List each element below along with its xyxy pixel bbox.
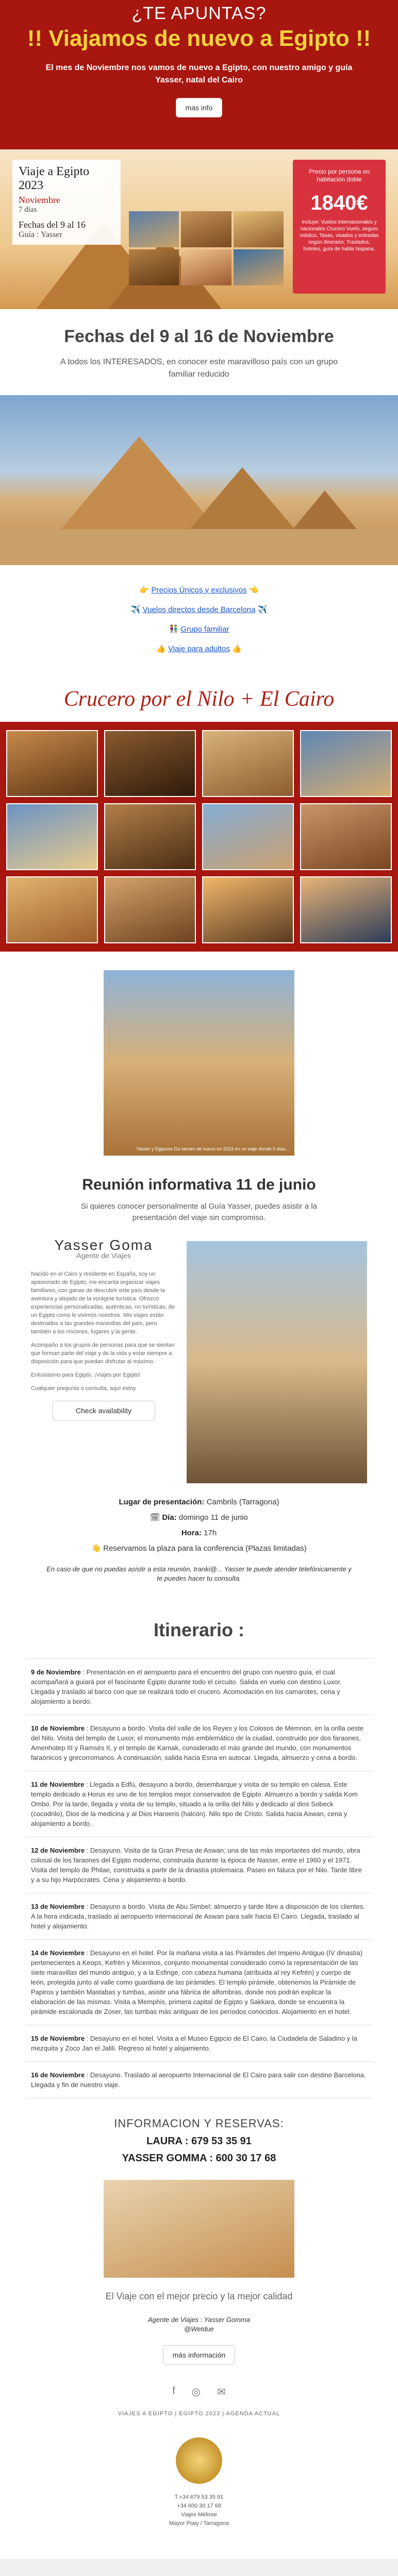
contact-phone[interactable]: YASSER GOMMA : 600 30 17 68	[122, 2153, 276, 2164]
hero-intro: El mes de Noviembre nos vamos de nuevo a Egipto, con nuestro amigo y guía Yasser, natal del Cairo	[45, 63, 353, 84]
promo-thumbnails	[129, 211, 284, 285]
brand-logo	[176, 2437, 222, 2484]
itinerary-day: 10 de Noviembre : Desayuno a bordo. Visita del valle de los Reyes y los Colosos de Memnon, en la orilla oeste del Nilo. Visita del templo de Luxor, el monumento más emblemático de la ciudad, construido por dos faraones, Amenhotep III y Ramsés II, y el templo de Karnak, considerado el más grande del mundo, con monumentos faraónicos y grecorromanos. A continuación, salida hacia Esna en autocar. Llegada, almuerzo y cena a bordo.	[26, 1715, 372, 1771]
feature-link-flights[interactable]: Vuelos directos desde Barcelona	[142, 605, 256, 614]
facebook-icon[interactable]: f	[172, 2385, 175, 2397]
travel-photo	[104, 2180, 294, 2278]
gallery-image	[104, 876, 196, 943]
social-icons	[0, 2385, 398, 2398]
dates-subtitle: A todos los INTERESADOS, en conocer este maravilloso país con un grupo familiar reducido	[60, 358, 338, 379]
gallery-image	[300, 876, 392, 943]
info-section	[0, 1156, 398, 1224]
footer-address: T.+34 679 53 35 91 +34 600 30 17 68 Viajes Mélisse Mayor Piaiy / Tarragona	[169, 2494, 229, 2527]
thumbnail-image	[129, 249, 179, 285]
feature-link-row: 👉 Precios Únicos y exclusivos 👈	[139, 586, 259, 595]
gallery-image	[104, 803, 196, 870]
contact-phone[interactable]: LAURA : 679 53 35 91	[146, 2136, 252, 2147]
promo-banner	[0, 149, 398, 309]
guide-bio-text: Nacido en el Cairo y residente en España, soy un apasionado de Egipto; me encanta organizar viajes familiares, con ganas de descubrir este país desde la aventura y alejado de la vorágine turística. Ofrezco experiencias personalizadas, auténticas, no turísticas, de un Egipto como lo vivimos nosotros. Mis viajes están destinados a las grandes maravillas del país, pero también a los rincones, lugares y la gente.	[31, 1271, 175, 1335]
dates-title: Fechas del 9 al 16 de Noviembre	[64, 327, 334, 346]
footer	[0, 2365, 398, 2559]
hero-section	[0, 0, 398, 149]
pyramids-photo	[0, 395, 398, 565]
guide-bio-text: Cualquier pregunta o consulta, aquí estoy	[31, 1385, 136, 1392]
gallery-image	[300, 730, 392, 797]
meeting-day: 🗓 Día: domingo 11 de junio	[150, 1513, 248, 1522]
cruise-title: Crucero por el Nilo + El Cairo	[63, 687, 335, 711]
thumbnail-image	[234, 249, 284, 285]
guide-bio-text: Acompaño a los grupos de personas para que se sientan que forman parte del viaje y de la vida y estar siempre a disposición para que puedan disfrutar al máximo.	[31, 1342, 175, 1365]
sand-ground	[0, 529, 398, 565]
instagram-icon[interactable]: ◎	[191, 2386, 201, 2398]
meeting-place: Lugar de presentación: Cambrils (Tarragona)	[119, 1498, 279, 1506]
info-text: Si quieres conocer personalmente al Guía Yasser, puedes asistir a la presentación del viaje sin compromiso.	[80, 1202, 318, 1222]
itinerary-list	[26, 1658, 372, 2098]
cruise-section	[0, 669, 398, 952]
price-box	[293, 160, 386, 294]
feature-link-adults[interactable]: Viaje para adultos	[168, 645, 230, 653]
signature-handle[interactable]: @Wetdue	[184, 2325, 214, 2333]
itinerary-day: 14 de Noviembre : Desayuno en el hotel. Por la mañana visita a las Pirámides del Imperio Antiguo (IV dinastía) pertenecientes a Keops, Kefrén y Micerinos, conjunto monumental considerado como la representación de las siete maravillas del mundo antiguo, y a la Esfinge, con cabeza humana (atribuida al rey Kefrén) y cuerpo de león, protegida junto al valle como guardiana de las pirámides. El templo pirámide, obtenemos la Pirámide de Papiros y también Mastabas y tumbas, asistir una fábrica de alfombras, donde nos podrán explicar la elaboración de las mismas. Visita a Memphis, primera capital de Egipto y Sakkara, donde se encuentra la pirámide escalonada de Zoser, las tumbas más antiguas de los períodos conocidos. Alojamiento en el hotel.	[26, 1940, 372, 2025]
gallery-image	[202, 730, 294, 797]
slogan: El Viaje con el mejor precio y la mejor calidad	[105, 2291, 293, 2301]
contact-heading: INFORMACION Y RESERVAS:	[114, 2117, 284, 2130]
signature-line: Agente de Viajes : Yasser Gomma	[148, 2316, 250, 2324]
price-includes: Incluye: Vuelos internacionales y nacionales Crucero Vuelo, seguro médico, Tasas, visados y entradas según itinerario; Traslados, hoteles, guía de habla hispana.	[300, 219, 379, 252]
footer-links[interactable]: VIAJES A EGIPTO | EGIPTO 2023 | AGENDA ACTUAL	[118, 2411, 280, 2417]
group-photo-caption: Yasser y Egipcios Go vienen de nuevo en 2023 en un viaje donde 5 días...	[136, 1146, 289, 1151]
gallery-image	[6, 730, 98, 797]
guide-bio	[31, 1237, 176, 1483]
itinerary-title: Itinerario :	[153, 1619, 245, 1640]
gallery-image	[202, 803, 294, 870]
thumbnail-image	[129, 211, 179, 247]
contact-block	[0, 2117, 398, 2164]
more-info-button[interactable]: mas info	[176, 98, 223, 117]
gallery-image	[6, 876, 98, 943]
pyramid-shape	[289, 490, 361, 534]
itinerary-day: 15 de Noviembre : Desayuno en el hotel. Visita a el Museo Egipcio de El Cairo, la Ciudadela de Saladino y la mezquita y Zoco Jan el Jalili. Regreso al hotel y alojamiento.	[26, 2025, 372, 2062]
hero-title: !! Viajamos de nuevo a Egipto !!	[27, 26, 371, 51]
hero-question: ¿TE APUNTAS?	[131, 4, 267, 23]
meeting-details	[0, 1497, 398, 1554]
check-availability-button[interactable]: Check availability	[52, 1401, 155, 1420]
gallery-image	[300, 803, 392, 870]
itinerary-day: 11 de Noviembre : Llegada a Edfú, desayuno a bordo, desembarque y visita de su templo en calesa. Este templo dedicado a Horus es uno de los templos mejor conservados de Egipto. Almuerzo a bordo y salida Kom Ombo. Por la tarde, llegada y visita de su templo, situado a la orilla del Nilo y dedicado al dios Sobeck (cocodrilo), Dios de la medicina y al Dios Haroeris (halcón). Nilo tipo de Cristo. Salida hacia Aswan, cena y alojamiento a bordo.	[26, 1771, 372, 1837]
promo-days: 7 días	[19, 206, 37, 214]
feature-link-row: ✈️ Vuelos directos desde Barcelona ✈️	[130, 605, 268, 614]
itinerary-day: 16 de Noviembre : Desayuno. Traslado al aeropuerto Internacional de El Cairo para salir con destino Barcelona. Llegada y fin de nuestro viaje.	[26, 2062, 372, 2098]
promo-dates: Fechas del 9 al 16	[19, 219, 86, 230]
feature-link-group[interactable]: Grupo familiar	[180, 625, 229, 634]
gallery-image	[202, 876, 294, 943]
cruise-gallery	[0, 722, 398, 952]
itinerary-day: 12 de Noviembre : Desayuno. Visita de la Gran Presa de Aswan; una de las más importantes del mundo, obra colosal de los faraones del Egipto moderno, construida durante la época de Nasser, entre el 1960 y el 1971. Visita del templo de Philae, construida a partir de la dinastía ptolemaica. Paseo en faluca por el Nilo. Tarde libre y a su hijo Harpócrates. Cena y alojamiento a bordo.	[26, 1837, 372, 1893]
itinerary-day: 13 de Noviembre : Desayuno a bordo. Visita de Abu Simbel; almuerzo y tarde libre a disposición de los clientes. A la hora indicada, traslado al aeropuerto internacional de Aswan para salir hacia El Cairo. Llegada, traslado al hotel y alojamiento.	[26, 1893, 372, 1940]
group-photo	[104, 970, 294, 1156]
promo-month: Noviembre	[19, 195, 60, 205]
gallery-image	[6, 803, 98, 870]
price-label: Precio por persona en habitación doble	[308, 168, 370, 183]
more-information-button[interactable]: más información	[163, 2345, 236, 2365]
footer-button-wrap	[0, 2334, 398, 2365]
guide-block	[31, 1237, 367, 1483]
price-value: 1840€	[310, 192, 368, 214]
info-title: Reunión informativa 11 de junio	[82, 1176, 316, 1193]
promo-guide: Guía : Yasser	[19, 230, 62, 239]
thumbnail-image	[234, 211, 284, 247]
thumbnail-image	[181, 211, 231, 247]
feature-link-row: 👫 Grupo familiar	[169, 625, 229, 634]
promo-title-box	[12, 160, 121, 245]
feature-links	[0, 565, 398, 669]
itinerary-day: 9 de Noviembre : Presentación en el aeropuerto para el encuentro del grupo con nuestro guía, el cual acompañará a guiará por el fascinante Egipto durante todo el circuito. Salida en vuelo con destino Luxor. Llegada y traslado al barco con que se realizará todo el crucero. Acomodación en los camarotes, cena y alojamiento a bordo.	[26, 1659, 372, 1715]
pyramid-shape	[186, 467, 299, 534]
guide-name: Yasser Goma	[54, 1237, 153, 1253]
guide-role: Agente de Viajes	[76, 1251, 131, 1260]
meeting-time: Hora: 17h	[181, 1529, 217, 1537]
signature	[0, 2315, 398, 2334]
email-icon[interactable]: ✉	[217, 2386, 226, 2398]
meeting-note: En caso de que no puedas asistir a esta reunión, tranki@... Yasser te puede atender telefónicamente y te puedes hacer tu consulta.	[46, 1565, 352, 1582]
promo-title: Viaje a Egipto 2023	[19, 165, 90, 192]
gallery-image	[104, 730, 196, 797]
guide-bio-text: Entusiasmo para Egipto, ¡Viajes por Egipto!	[31, 1372, 141, 1378]
feature-link-row: 👍 Viaje para adultos 👍	[156, 645, 242, 653]
guide-photo	[187, 1241, 367, 1483]
thumbnail-image	[181, 249, 231, 285]
meeting-reserve: 👋 Reservamos la plaza para la conferencia (Plazas limitadas)	[91, 1544, 307, 1553]
feature-link-prices[interactable]: Precios Únicos y exclusivos	[151, 586, 247, 595]
